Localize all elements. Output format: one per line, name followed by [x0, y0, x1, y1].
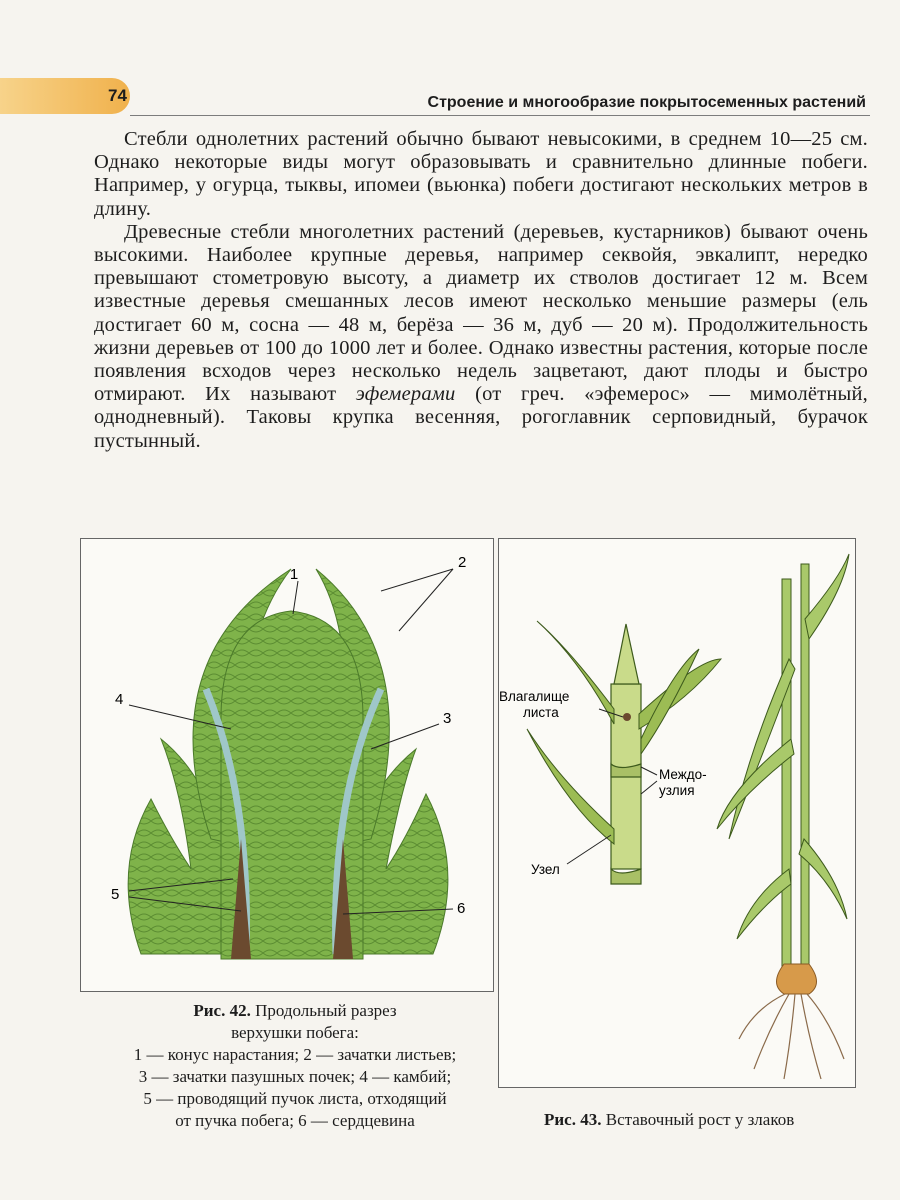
paragraph-2-before: Древесные стебли многолетних растений (деревьев, кустарников) бывают очень высокими. Наиболее крупные деревья, например секвойя, эвкалипт, нередко превышают стометровую высоту, а диаметр их стволов достигает 12 м. Всем известные деревья смешанных лесов имеют несколько меньшие размеры (ель достигает 60 м, сосна — 48 м, берёза — 36 м, дуб — 20 м). Продолжительность жизни деревьев от 100 до 1000 лет и более. Однако известны растения, которые после появления всходов через несколько недель зацветают, дают плоды и быстро отмирают. Их называют — [94, 220, 868, 406]
caption-43-text: Вставочный рост у злаков — [605, 1110, 795, 1129]
paragraph-1: Стебли однолетних растений обычно бывают невысокими, в среднем 10—25 см. Однако некоторые виды могут образовывать и сравнительно длинные побеги. Например, у огурца, тыквы, ипомеи (вьюнка) побеги достигают нескольких метров в длину. — [94, 128, 868, 220]
label-internode-line1: Междо- — [659, 767, 707, 782]
running-title: Строение и многообразие покрытосеменных растений — [427, 94, 866, 111]
caption-42-line-4: 3 — зачатки пазушных почек; 4 — камбий; — [138, 1067, 452, 1086]
label-1: 1 — [289, 566, 299, 583]
caption-42-line-5: 5 — проводящий пучок листа, отходящий — [143, 1089, 447, 1108]
label-4: 4 — [115, 691, 124, 708]
caption-42-prefix: Рис. 42. — [193, 1001, 251, 1020]
ephemera-term: эфемерами — [355, 383, 456, 406]
page-number: 74 — [108, 86, 127, 105]
grass-illustration — [499, 539, 855, 1087]
caption-43-prefix: Рис. 43. — [544, 1110, 602, 1129]
figure-42-shoot-apex — [80, 538, 494, 992]
caption-42-line-1: Рис. 42. Продольный разрез — [193, 1001, 397, 1020]
figure-43-caption — [544, 1110, 874, 1130]
label-internode-line2: узлия — [659, 783, 695, 798]
label-node: Узел — [531, 862, 560, 877]
paragraph-2-after: (от греч. «эфемерос» — мимолётный, однодневный). Таковы крупка весенняя, рогоглавник серповидный, бурачок пустынный. — [94, 383, 868, 452]
label-sheath-line2: листа — [523, 705, 559, 720]
label-2: 2 — [458, 554, 467, 571]
label-6: 6 — [457, 900, 466, 917]
paragraph-2 — [94, 221, 868, 453]
caption-42-line-6: от пучка побега; 6 — сердцевина — [175, 1111, 415, 1130]
figure-42-caption — [80, 1000, 510, 1132]
caption-42-line-2: верхушки побега: — [231, 1023, 359, 1042]
body-text — [94, 128, 868, 453]
label-3: 3 — [443, 710, 452, 727]
header-rule — [130, 115, 870, 116]
figure-43-intercalary-growth — [498, 538, 856, 1088]
label-sheath-line1: Влагалище — [499, 689, 570, 704]
shoot-apex-illustration — [81, 539, 493, 991]
label-5: 5 — [111, 886, 120, 903]
caption-42-line-3: 1 — конус нарастания; 2 — зачатки листьев; — [133, 1045, 457, 1064]
